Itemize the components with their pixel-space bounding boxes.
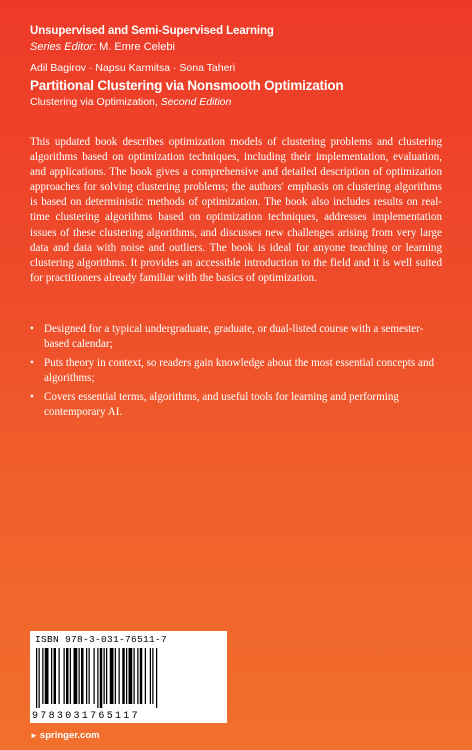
barcode-bar — [140, 648, 143, 704]
list-item-text: Covers essential terms, algorithms, and useful tools for learning and performing contemporary AI. — [44, 391, 399, 419]
book-subtitle — [30, 96, 231, 108]
authors: Adil Bagirov · Napsu Karmitsa · Sona Taheri — [30, 62, 236, 74]
arrow-right-icon: ► — [30, 731, 38, 740]
barcode-bar — [122, 648, 125, 704]
barcode-bar — [137, 648, 138, 704]
list-item — [30, 322, 442, 352]
barcode-bar — [110, 648, 114, 704]
barcode-bar — [119, 648, 120, 704]
barcode-bar — [70, 648, 71, 704]
book-title: Partitional Clustering via Nonsmooth Optimization — [30, 78, 344, 93]
list-item-text: Puts theory in context, so readers gain knowledge about the most essential concepts and algorithms; — [44, 357, 435, 385]
barcode-bar — [145, 648, 146, 704]
barcode-bar — [106, 648, 107, 704]
barcode-bar — [134, 648, 135, 704]
barcode-bar — [115, 648, 116, 704]
barcode-bar — [89, 648, 90, 704]
barcode-bar — [59, 648, 60, 704]
bullet-icon: • — [30, 391, 34, 404]
barcode-bar — [45, 648, 49, 704]
description: This updated book describes optimization models of clustering problems and clustering algorithms based on optimization techniques, including their implementation, evaluation, and applications. The book gives a comprehensive and detailed description of optimization approaches for solving clustering problems; the authors' emphasis on clustering algorithms is based on deterministic methods of optimization. The book also includes results on real-time clustering algorithms based on optimization techniques, addresses implementation issues of these clustering algorithms, and discusses new challenges arising from very large data and data with noise and outliers. The book is ideal for anyone teaching or learning clustering algorithms. It provides an accessible introduction to the field and it is well suited for practitioners already familiar with the basics of optimization. — [30, 136, 442, 284]
edition-text: Second Edition — [160, 96, 232, 108]
barcode-bar — [54, 648, 57, 704]
barcode-bar — [64, 648, 65, 704]
list-item — [30, 356, 442, 386]
feature-list — [30, 322, 442, 425]
barcode-icon — [36, 648, 221, 708]
bullet-icon: • — [30, 357, 34, 370]
barcode-bar — [39, 648, 40, 708]
publisher-link[interactable] — [30, 730, 100, 741]
barcode-bar — [126, 648, 127, 704]
list-item-text: Designed for a typical undergraduate, graduate, or dual-listed course with a semester-based calendar; — [44, 323, 424, 351]
barcode-bar — [94, 648, 95, 704]
barcode-bar — [156, 648, 157, 708]
barcode-bar — [81, 648, 84, 704]
barcode-bar — [152, 648, 153, 704]
barcode-box — [30, 631, 227, 723]
bullet-icon: • — [30, 323, 34, 335]
barcode-bar — [79, 648, 80, 704]
series-editor-label: Series Editor: — [30, 41, 97, 53]
barcode-bar — [86, 648, 87, 704]
barcode-bar — [42, 648, 43, 704]
subtitle-text: Clustering via Optimization, — [30, 96, 161, 108]
publisher-url: springer.com — [39, 730, 100, 741]
isbn-text: ISBN 978-3-031-76511-7 — [35, 634, 168, 645]
barcode-bar — [150, 648, 151, 704]
barcode-bar — [97, 648, 98, 708]
barcode-bar — [104, 648, 105, 704]
list-item — [30, 390, 442, 420]
barcode-bar — [66, 648, 69, 704]
barcode-bar — [100, 648, 103, 708]
series-editor-name: M. Emre Celebi — [96, 41, 175, 53]
barcode-bar — [36, 648, 37, 708]
barcode-digits: 9783031765117 — [32, 711, 140, 722]
series-editor — [30, 41, 175, 53]
barcode-bar — [129, 648, 133, 704]
series-title: Unsupervised and Semi-Supervised Learning — [30, 25, 274, 37]
barcode-bar — [51, 648, 52, 704]
barcode-bar — [74, 648, 78, 704]
